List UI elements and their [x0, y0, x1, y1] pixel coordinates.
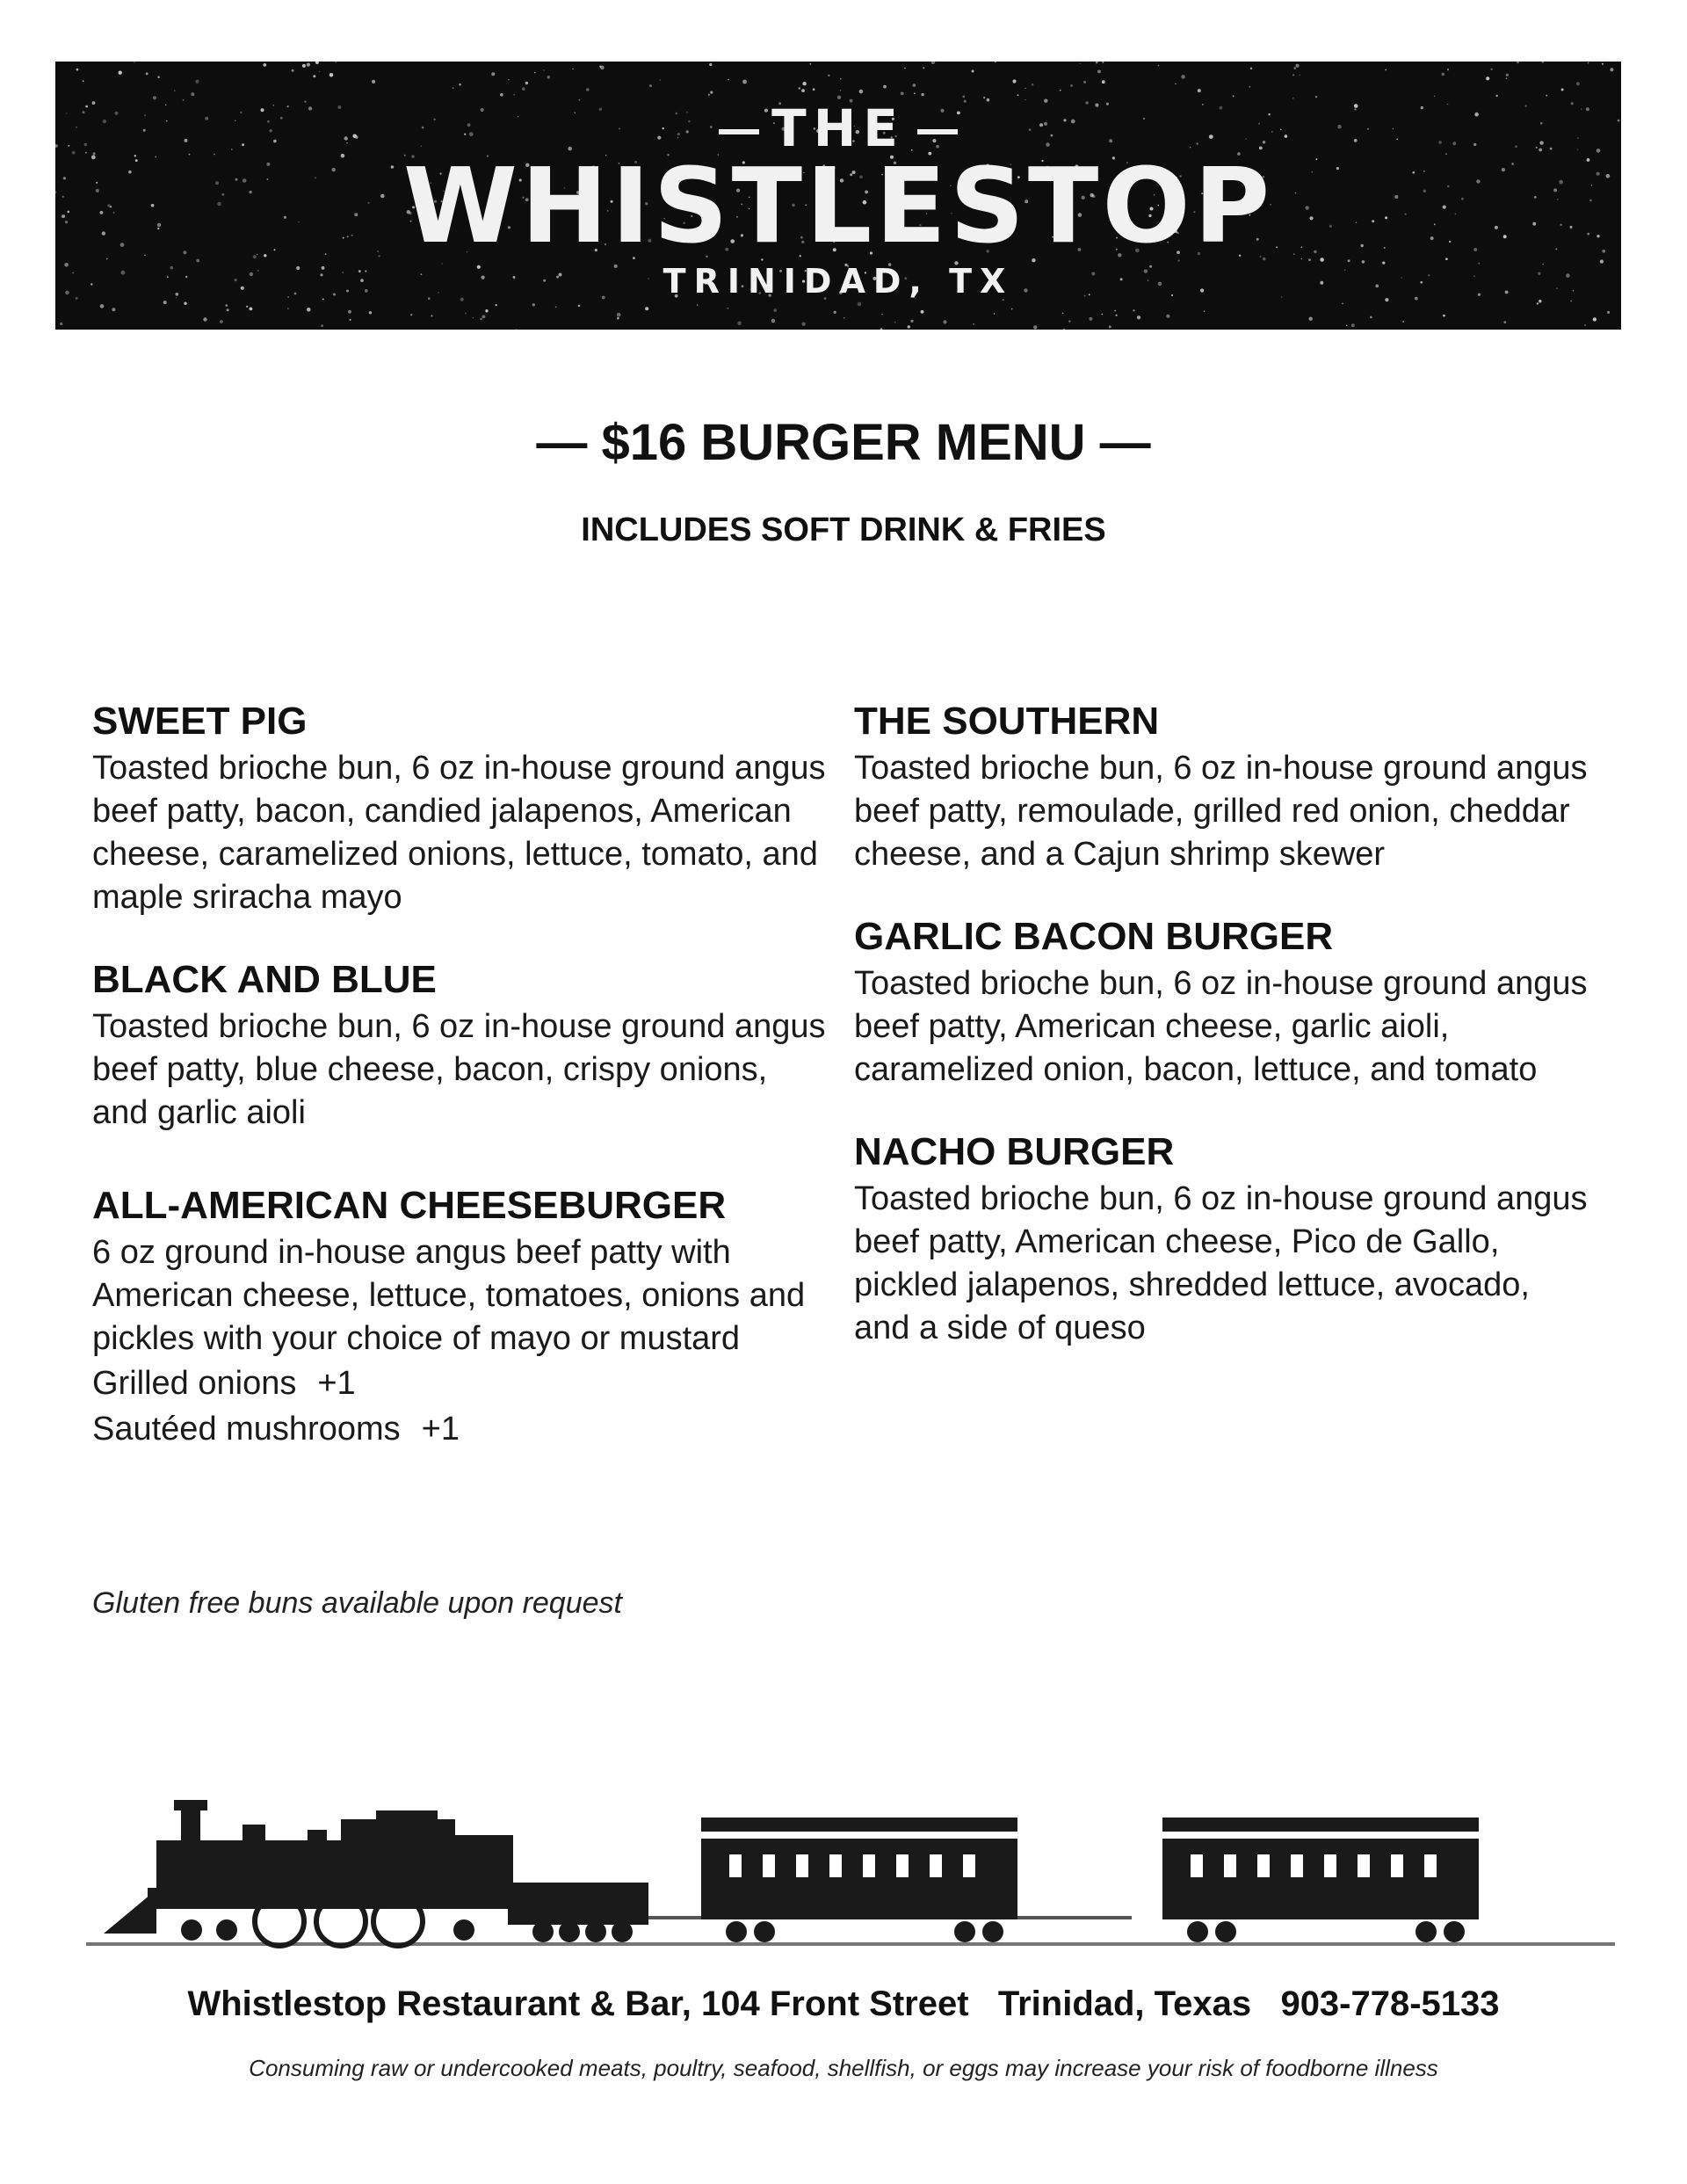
item-name: GARLIC BACON BURGER	[854, 915, 1334, 958]
item-description: Toasted brioche bun, 6 oz in-house ground angus beef patty, remoulade, grilled red onion, cheddar cheese, and a Cajun shrimp skewer	[854, 750, 1588, 873]
logo-dash-right	[917, 129, 958, 134]
item-name: SWEET PIG	[92, 700, 308, 743]
logo-name: WHISTLESTOP	[402, 145, 1274, 266]
logo-the-text: THE	[771, 98, 905, 158]
extra-sauteed-mushrooms	[92, 1406, 830, 1452]
menu-item-all-american-cheeseburger	[92, 1180, 830, 1452]
header-banner	[55, 62, 1621, 330]
logo-location: TRINIDAD, TX	[662, 262, 1014, 301]
gluten-free-note: Gluten free buns available upon request	[92, 1586, 622, 1620]
footer-address: Whistlestop Restaurant & Bar, 104 Front Street Trinidad, Texas 903-778-5133	[187, 1984, 1500, 2023]
item-description: 6 oz ground in-house angus beef patty with American cheese, lettuce, tomatoes, onions and pickles with your choice of mayo or mustard	[92, 1234, 806, 1357]
menu-column-left	[92, 696, 830, 1487]
train-icon	[51, 1784, 1659, 1964]
menu-item-sweet-pig	[92, 696, 830, 919]
menu-item-the-southern	[854, 696, 1592, 876]
logo-dash-left	[719, 129, 759, 134]
menu-item-black-and-blue	[92, 954, 830, 1135]
item-name: NACHO BURGER	[854, 1130, 1175, 1173]
item-name: BLACK AND BLUE	[92, 958, 437, 1001]
extra-grilled-onions	[92, 1360, 830, 1406]
extra-label: Sautéed mushrooms	[92, 1411, 401, 1448]
item-name: THE SOUTHERN	[854, 700, 1160, 743]
menu-item-garlic-bacon-burger	[854, 911, 1592, 1092]
item-description: Toasted brioche bun, 6 oz in-house ground angus beef patty, blue cheese, bacon, crispy onions, and garlic aioli	[92, 1008, 826, 1131]
menu-item-nacho-burger	[854, 1127, 1592, 1350]
item-description: Toasted brioche bun, 6 oz in-house ground angus beef patty, bacon, candied jalapenos, American cheese, caramelized onions, lettuce, tomato, and maple sriracha mayo	[92, 750, 826, 916]
item-description: Toasted brioche bun, 6 oz in-house ground angus beef patty, American cheese, Pico de Gallo, pickled jalapenos, shredded lettuce, avocado, and a side of queso	[854, 1180, 1588, 1346]
extra-price: +1	[421, 1411, 460, 1448]
item-description: Toasted brioche bun, 6 oz in-house ground angus beef patty, American cheese, garlic aioli, caramelized onion, bacon, lettuce, and tomato	[854, 965, 1588, 1088]
item-name: ALL-AMERICAN CHEESEBURGER	[92, 1184, 727, 1227]
menu-subtitle: INCLUDES SOFT DRINK & FRIES	[581, 512, 1106, 548]
extra-label: Grilled onions	[92, 1365, 297, 1402]
extra-price: +1	[317, 1365, 356, 1402]
logo	[55, 62, 1621, 330]
footer-disclaimer: Consuming raw or undercooked meats, poultry, seafood, shellfish, or eggs may increase your risk of foodborne illness	[249, 2055, 1438, 2081]
menu-column-right	[854, 696, 1592, 1385]
menu-title: — $16 BURGER MENU —	[536, 414, 1151, 471]
